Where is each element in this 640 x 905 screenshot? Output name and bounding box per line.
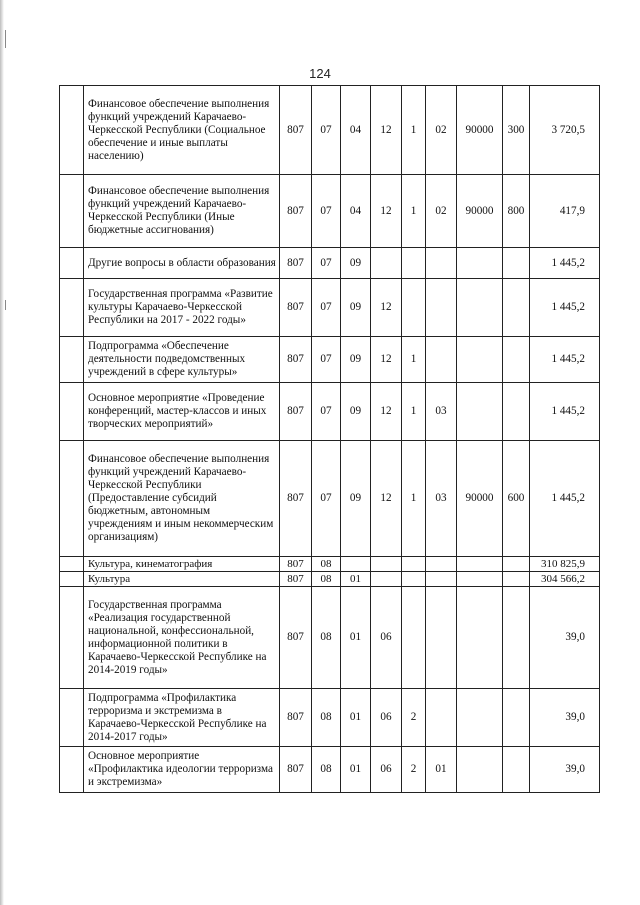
cell-event: 03 (426, 383, 457, 441)
blank-cell (60, 587, 84, 689)
cell-direction (457, 279, 503, 337)
cell-subsection: 09 (341, 248, 371, 279)
row-name: Другие вопросы в области образования (84, 248, 280, 279)
cell-expense-type (503, 337, 530, 383)
table-row (60, 572, 600, 587)
page-number: 124 (309, 66, 331, 81)
cell-subprogram: 1 (402, 337, 426, 383)
cell-ministry: 807 (280, 441, 312, 557)
cell-program: 06 (371, 689, 402, 747)
budget-table (59, 85, 600, 793)
cell-program: 12 (371, 175, 402, 248)
cell-subprogram: 2 (402, 747, 426, 793)
cell-subsection: 09 (341, 383, 371, 441)
cell-direction (457, 248, 503, 279)
cell-amount: 39,0 (530, 747, 600, 793)
blank-cell (60, 383, 84, 441)
cell-program: 12 (371, 337, 402, 383)
blank-cell (60, 557, 84, 572)
cell-direction (457, 689, 503, 747)
row-name: Финансовое обеспечение выполнения функций учреждений Карачаево-Черкесской Республики (Социальное обеспечение и иные выплаты населению) (84, 86, 280, 175)
cell-event: 02 (426, 175, 457, 248)
cell-subsection: 01 (341, 747, 371, 793)
cell-expense-type (503, 383, 530, 441)
cell-program: 12 (371, 441, 402, 557)
cell-subsection: 01 (341, 572, 371, 587)
cell-section: 07 (312, 441, 341, 557)
cell-subsection: 01 (341, 587, 371, 689)
blank-cell (60, 337, 84, 383)
cell-program: 12 (371, 279, 402, 337)
cell-expense-type (503, 279, 530, 337)
blank-cell (60, 747, 84, 793)
cell-ministry: 807 (280, 337, 312, 383)
cell-amount: 310 825,9 (530, 557, 600, 572)
cell-ministry: 807 (280, 689, 312, 747)
cell-direction (457, 337, 503, 383)
cell-section: 08 (312, 572, 341, 587)
cell-expense-type: 600 (503, 441, 530, 557)
cell-amount: 304 566,2 (530, 572, 600, 587)
row-name: Финансовое обеспечение выполнения функций учреждений Карачаево-Черкесской Республики (Иные бюджетные ассигнования) (84, 175, 280, 248)
blank-cell (60, 689, 84, 747)
cell-program: 12 (371, 86, 402, 175)
cell-expense-type (503, 689, 530, 747)
cell-event (426, 689, 457, 747)
row-name: Основное мероприятие «Проведение конференций, мастер-классов и иных творческих мероприятий» (84, 383, 280, 441)
row-name: Подпрограмма «Профилактика терроризма и экстремизма в Карачаево-Черкесской Республике на 2014-2017 годы» (84, 689, 280, 747)
cell-direction: 90000 (457, 441, 503, 557)
table-row (60, 175, 600, 248)
cell-expense-type (503, 557, 530, 572)
cell-subsection: 01 (341, 689, 371, 747)
cell-amount: 1 445,2 (530, 441, 600, 557)
cell-subprogram (402, 587, 426, 689)
cell-section: 08 (312, 557, 341, 572)
cell-section: 08 (312, 689, 341, 747)
table-row (60, 689, 600, 747)
blank-cell (60, 441, 84, 557)
cell-ministry: 807 (280, 572, 312, 587)
cell-section: 07 (312, 337, 341, 383)
cell-subprogram (402, 557, 426, 572)
cell-event: 03 (426, 441, 457, 557)
cell-direction: 90000 (457, 175, 503, 248)
cell-section: 07 (312, 383, 341, 441)
cell-ministry: 807 (280, 383, 312, 441)
table-row (60, 248, 600, 279)
cell-direction: 90000 (457, 86, 503, 175)
row-name: Государственная программа «Развитие культуры Карачаево-Черкесской Республики на 2017 - 2022 годы» (84, 279, 280, 337)
cell-amount: 3 720,5 (530, 86, 600, 175)
cell-subsection: 09 (341, 441, 371, 557)
blank-cell (60, 248, 84, 279)
cell-ministry: 807 (280, 175, 312, 248)
row-name: Основное мероприятие «Профилактика идеологии терроризма и экстремизма» (84, 747, 280, 793)
cell-event (426, 572, 457, 587)
cell-section: 07 (312, 279, 341, 337)
row-name: Государственная программа «Реализация государственной национальной, конфессиональной, информационной политики в Карачаево-Черкесской Республике на 2014-2019 годы» (84, 587, 280, 689)
cell-amount: 417,9 (530, 175, 600, 248)
cell-direction (457, 383, 503, 441)
cell-program (371, 572, 402, 587)
cell-subprogram: 1 (402, 175, 426, 248)
cell-subsection (341, 557, 371, 572)
cell-subsection: 09 (341, 279, 371, 337)
cell-amount: 1 445,2 (530, 337, 600, 383)
cell-expense-type (503, 587, 530, 689)
table-row (60, 337, 600, 383)
cell-event: 01 (426, 747, 457, 793)
cell-ministry: 807 (280, 279, 312, 337)
cell-event: 02 (426, 86, 457, 175)
scan-mark (5, 30, 6, 48)
cell-subsection: 04 (341, 175, 371, 248)
cell-expense-type (503, 248, 530, 279)
table-row (60, 441, 600, 557)
cell-amount: 39,0 (530, 587, 600, 689)
scan-edge (0, 0, 4, 905)
table-row (60, 383, 600, 441)
table-row (60, 747, 600, 793)
row-name: Подпрограмма «Обеспечение деятельности подведомственных учреждений в сфере культуры» (84, 337, 280, 383)
cell-section: 07 (312, 248, 341, 279)
row-name: Финансовое обеспечение выполнения функций учреждений Карачаево-Черкесской Республики (Предоставление субсидий бюджетным, автономным учреждениям и иным некоммерческим организациям) (84, 441, 280, 557)
cell-amount: 39,0 (530, 689, 600, 747)
cell-ministry: 807 (280, 86, 312, 175)
cell-amount: 1 445,2 (530, 248, 600, 279)
table-row (60, 279, 600, 337)
cell-subprogram: 1 (402, 383, 426, 441)
row-name: Культура (84, 572, 280, 587)
cell-ministry: 807 (280, 557, 312, 572)
cell-subprogram (402, 572, 426, 587)
scan-mark (5, 300, 6, 310)
cell-section: 08 (312, 587, 341, 689)
cell-expense-type: 800 (503, 175, 530, 248)
cell-program (371, 557, 402, 572)
cell-amount: 1 445,2 (530, 383, 600, 441)
cell-subsection: 09 (341, 337, 371, 383)
cell-event (426, 557, 457, 572)
cell-direction (457, 587, 503, 689)
cell-event (426, 337, 457, 383)
cell-subprogram: 1 (402, 441, 426, 557)
cell-program: 06 (371, 587, 402, 689)
table-row (60, 557, 600, 572)
cell-event (426, 279, 457, 337)
cell-section: 07 (312, 86, 341, 175)
cell-program (371, 248, 402, 279)
cell-ministry: 807 (280, 587, 312, 689)
cell-ministry: 807 (280, 747, 312, 793)
cell-event (426, 248, 457, 279)
cell-event (426, 587, 457, 689)
cell-ministry: 807 (280, 248, 312, 279)
cell-expense-type (503, 747, 530, 793)
cell-subsection: 04 (341, 86, 371, 175)
cell-amount: 1 445,2 (530, 279, 600, 337)
row-name: Культура, кинематография (84, 557, 280, 572)
blank-cell (60, 279, 84, 337)
cell-program: 06 (371, 747, 402, 793)
cell-expense-type: 300 (503, 86, 530, 175)
table-row (60, 587, 600, 689)
blank-cell (60, 86, 84, 175)
blank-cell (60, 572, 84, 587)
cell-direction (457, 747, 503, 793)
cell-subprogram: 2 (402, 689, 426, 747)
cell-section: 08 (312, 747, 341, 793)
table-row (60, 86, 600, 175)
blank-cell (60, 175, 84, 248)
cell-subprogram (402, 248, 426, 279)
cell-subprogram (402, 279, 426, 337)
cell-direction (457, 557, 503, 572)
cell-expense-type (503, 572, 530, 587)
cell-section: 07 (312, 175, 341, 248)
cell-subprogram: 1 (402, 86, 426, 175)
cell-direction (457, 572, 503, 587)
cell-program: 12 (371, 383, 402, 441)
